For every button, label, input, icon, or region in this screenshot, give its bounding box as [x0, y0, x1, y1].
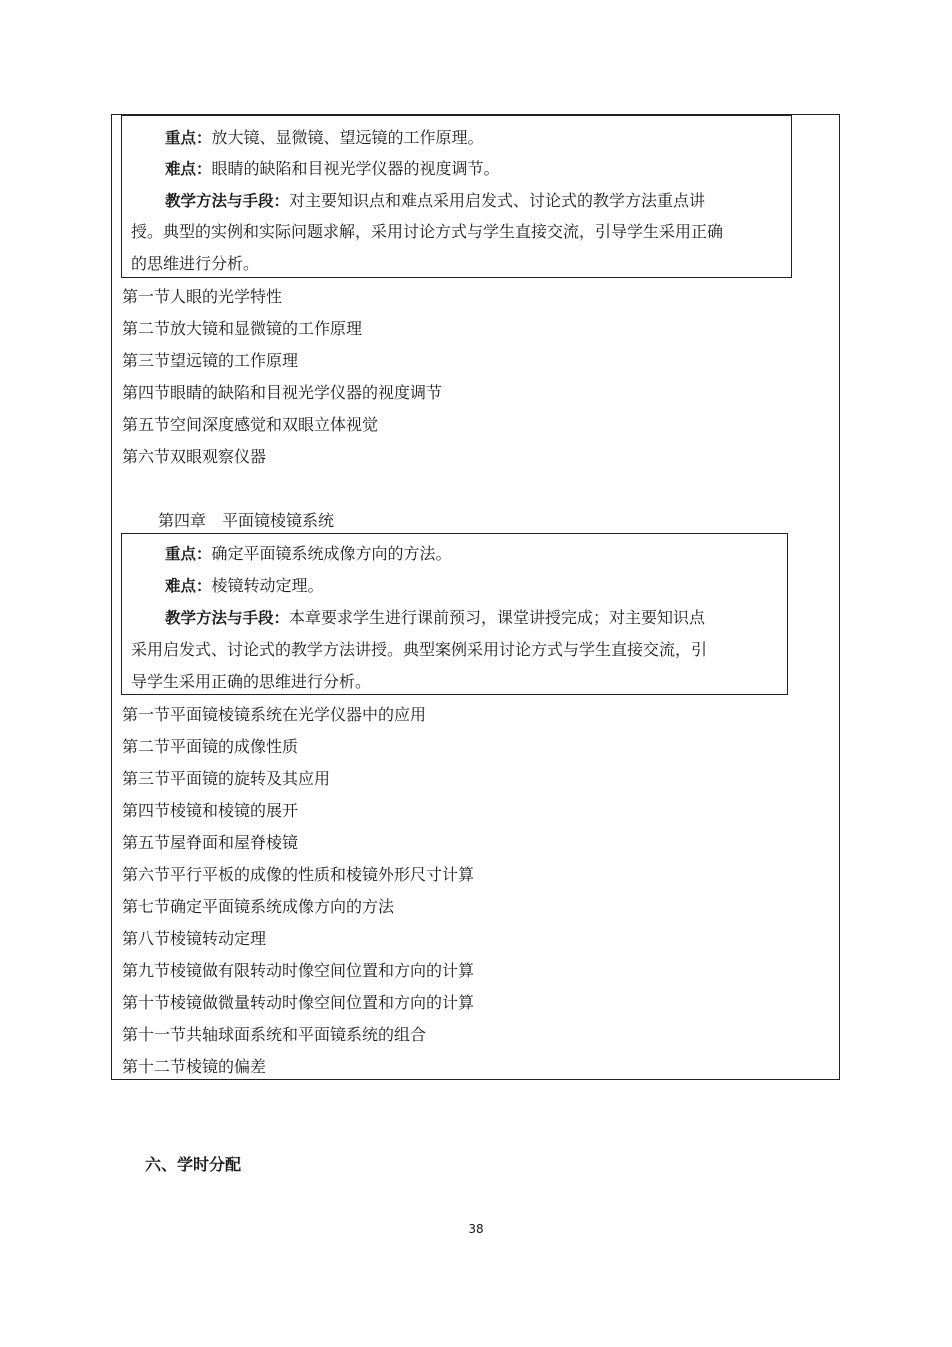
- chapter4-section-9: 第九节棱镜做有限转动时像空间位置和方向的计算: [122, 961, 475, 980]
- chapter3-section-1: 第一节人眼的光学特性: [122, 287, 283, 306]
- chapter3-key-points: [165, 128, 484, 148]
- chapter4-methods-line-1: [165, 608, 705, 628]
- page-number: 38: [468, 1222, 484, 1236]
- chapter3-section-3: 第三节望远镜的工作原理: [122, 351, 299, 370]
- methods-text: 对主要知识点和难点采用启发式、讨论式的教学方法重点讲: [289, 191, 706, 210]
- chapter4-section-12: 第十二节棱镜的偏差: [122, 1057, 267, 1076]
- chapter4-section-11: 第十一节共轴球面系统和平面镜系统的组合: [122, 1025, 427, 1044]
- difficult-points-label: 难点：: [165, 160, 212, 178]
- chapter3-difficult-points: [165, 159, 500, 179]
- chapter3-section-2: 第二节放大镜和显微镜的工作原理: [122, 319, 363, 338]
- difficult-points-label: 难点：: [165, 577, 212, 595]
- chapter3-section-5: 第五节空间深度感觉和双眼立体视觉: [122, 415, 379, 434]
- section-heading: 六、学时分配: [145, 1155, 242, 1174]
- key-points-text: 确定平面镜系统成像方向的方法。: [211, 544, 452, 563]
- key-points-text: 放大镜、显微镜、望远镜的工作原理。: [211, 128, 484, 147]
- chapter4-section-8: 第八节棱镜转动定理: [122, 929, 267, 948]
- chapter3-methods-line-1: [165, 191, 705, 211]
- chapter4-section-2: 第二节平面镜的成像性质: [122, 737, 299, 756]
- chapter4-section-4: 第四节棱镜和棱镜的展开: [122, 801, 299, 820]
- key-points-label: 重点：: [165, 545, 212, 563]
- methods-text: 本章要求学生进行课前预习，课堂讲授完成；对主要知识点: [289, 608, 706, 627]
- chapter3-section-6: 第六节双眼观察仪器: [122, 447, 267, 466]
- key-points-label: 重点：: [165, 129, 212, 147]
- chapter3-methods-line-2: 授。典型的实例和实际问题求解，采用讨论方式与学生直接交流，引导学生采用正确: [131, 222, 724, 241]
- chapter4-key-points: [165, 544, 452, 564]
- methods-label: 教学方法与手段：: [165, 192, 290, 210]
- chapter4-section-7: 第七节确定平面镜系统成像方向的方法: [122, 897, 395, 916]
- chapter4-methods-line-3: 导学生采用正确的思维进行分析。: [131, 672, 372, 691]
- chapter4-methods-line-2: 采用启发式、讨论式的教学方法讲授。典型案例采用讨论方式与学生直接交流，引: [131, 640, 708, 659]
- methods-label: 教学方法与手段：: [165, 609, 290, 627]
- chapter4-section-1: 第一节平面镜棱镜系统在光学仪器中的应用: [122, 705, 427, 724]
- chapter4-section-6: 第六节平行平板的成像的性质和棱镜外形尺寸计算: [122, 865, 475, 884]
- difficult-points-text: 棱镜转动定理。: [211, 576, 324, 595]
- chapter3-methods-line-3: 的思维进行分析。: [131, 254, 260, 273]
- chapter4-section-3: 第三节平面镜的旋转及其应用: [122, 769, 331, 788]
- chapter4-section-10: 第十节棱镜做微量转动时像空间位置和方向的计算: [122, 993, 475, 1012]
- chapter3-section-4: 第四节眼睛的缺陷和目视光学仪器的视度调节: [122, 383, 443, 402]
- chapter4-section-5: 第五节屋脊面和屋脊棱镜: [122, 833, 299, 852]
- chapter4-title: 第四章 平面镜棱镜系统: [158, 511, 335, 530]
- difficult-points-text: 眼睛的缺陷和目视光学仪器的视度调节。: [211, 159, 500, 178]
- chapter4-difficult-points: [165, 576, 324, 596]
